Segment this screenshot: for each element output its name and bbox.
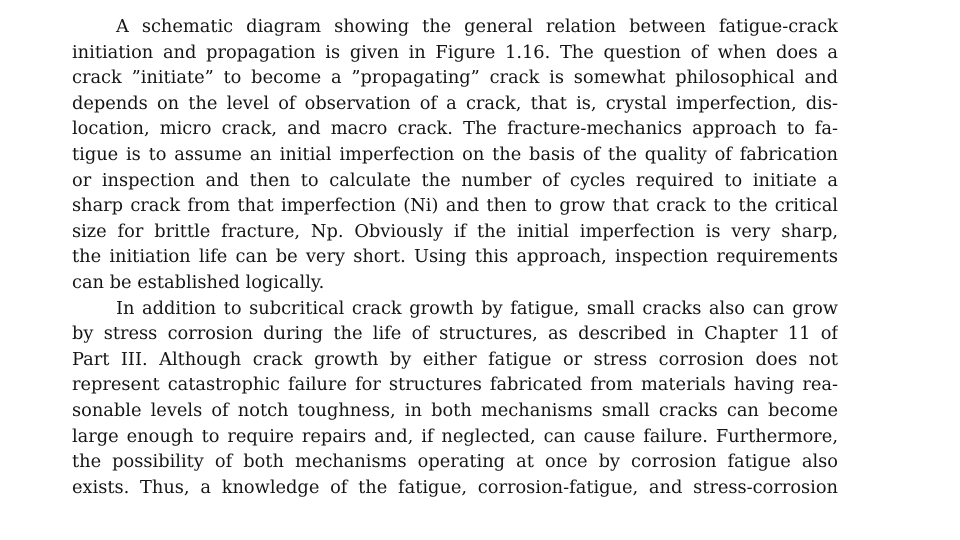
text-line: Part III. Although crack growth by either fatigue or stress corrosion does not	[72, 348, 838, 370]
text-line: represent catastrophic failure for structures fabricated from materials having rea-	[72, 374, 838, 396]
body-text	[72, 14, 838, 500]
text-line: sharp crack from that imperfection (Ni) and then to grow that crack to the critical	[72, 195, 838, 217]
text-line: tigue is to assume an initial imperfection on the basis of the quality of fabrication	[72, 143, 838, 165]
text-line: location, micro crack, and macro crack. The fracture-mechanics approach to fa-	[72, 118, 838, 140]
text-line: the initiation life can be very short. Using this approach, inspection requirements	[72, 246, 838, 268]
text-line: sonable levels of notch toughness, in both mechanisms small cracks can become	[72, 399, 838, 421]
text-line: can be established logically.	[72, 271, 325, 293]
text-line: or inspection and then to calculate the number of cycles required to initiate a	[72, 169, 838, 191]
text-line: exists. Thus, a knowledge of the fatigue, corrosion-fatigue, and stress-corrosion	[72, 476, 838, 498]
text-line: crack ”initiate” to become a ”propagating” crack is somewhat philosophical and	[72, 67, 838, 89]
text-line: A schematic diagram showing the general relation between fatigue-crack	[116, 16, 838, 37]
text-line: the possibility of both mechanisms operating at once by corrosion fatigue also	[72, 451, 838, 473]
text-line: by stress corrosion during the life of structures, as described in Chapter 11 of	[72, 323, 838, 345]
text-line: initiation and propagation is given in Figure 1.16. The question of when does a	[72, 41, 838, 63]
text-line: large enough to require repairs and, if neglected, can cause failure. Furthermore,	[72, 425, 838, 447]
text-line: depends on the level of observation of a crack, that is, crystal imperfection, dis-	[72, 92, 838, 114]
text-line: In addition to subcritical crack growth by fatigue, small cracks also can grow	[116, 297, 838, 319]
text-line: size for brittle fracture, Np. Obviously if the initial imperfection is very sharp,	[72, 220, 838, 242]
